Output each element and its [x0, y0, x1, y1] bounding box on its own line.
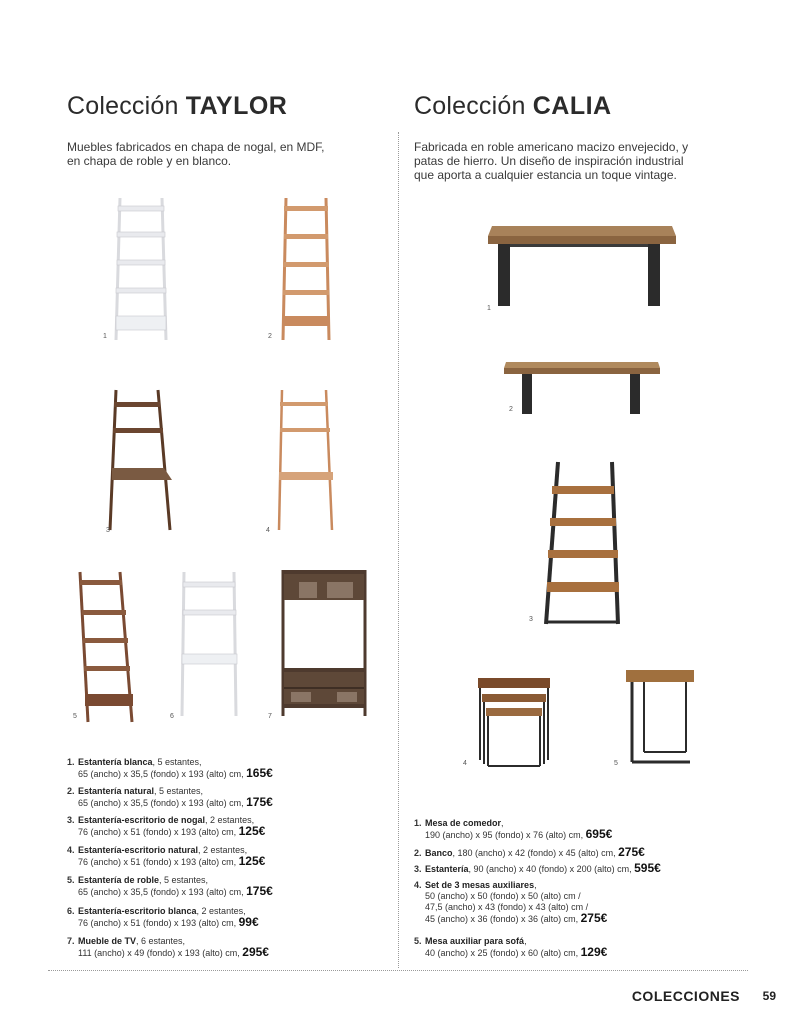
taylor-title-prefix: Colección [67, 92, 179, 120]
calia-image-number-3: 3 [529, 616, 533, 623]
footer-section-label: COLECCIONES [631, 988, 740, 1004]
walnut-desk-shelf-illustration [106, 388, 174, 532]
taylor-product-2-image [281, 196, 331, 342]
taylor-product-3-image [106, 388, 174, 532]
taylor-item-3: 3. Estantería-escritorio de nogal, 2 estantes, 76 (ancho) x 51 (fondo) x 193 (alto) cm, 125€ [67, 815, 266, 838]
taylor-product-6-image [178, 570, 240, 718]
calia-image-number-2: 2 [509, 406, 513, 413]
calia-image-number-4: 4 [463, 760, 467, 767]
natural-shelf-illustration [281, 196, 331, 342]
taylor-product-1-image [114, 196, 168, 342]
calia-image-number-1: 1 [487, 305, 491, 312]
calia-title-prefix: Colección [414, 92, 526, 120]
taylor-item-4: 4. Estantería-escritorio natural, 2 estantes, 76 (ancho) x 51 (fondo) x 193 (alto) cm, 125€ [67, 845, 266, 868]
taylor-product-7-image [281, 568, 367, 718]
calia-product-3-image [542, 460, 622, 626]
calia-product-4-image [476, 676, 552, 768]
sofa-side-table-illustration [624, 668, 696, 766]
taylor-item-1: 1. Estantería blanca, 5 estantes, 65 (ancho) x 35,5 (fondo) x 193 (alto) cm, 165€ [67, 757, 273, 780]
calia-title-name: CALIA [532, 92, 612, 120]
calia-item-5: 5. Mesa auxiliar para sofá, 40 (ancho) x 25 (fondo) x 60 (alto) cm, 129€ [414, 936, 608, 959]
oak-shelf-illustration [76, 570, 136, 724]
taylor-title-name: TAYLOR [185, 92, 288, 120]
calia-title [414, 92, 612, 121]
calia-image-number-5: 5 [614, 760, 618, 767]
white-desk-shelf-illustration [178, 570, 240, 718]
taylor-image-number-1: 1 [103, 333, 107, 340]
bench-illustration [502, 362, 662, 416]
taylor-image-number-5: 5 [73, 713, 77, 720]
taylor-image-number-4: 4 [266, 527, 270, 534]
taylor-description: Muebles fabricados en chapa de nogal, en MDF, en chapa de roble y en blanco. [67, 140, 325, 168]
page-number: 59 [762, 989, 776, 1003]
nesting-tables-illustration [476, 676, 552, 768]
calia-product-5-image [624, 668, 696, 766]
taylor-image-number-6: 6 [170, 713, 174, 720]
taylor-item-6: 6. Estantería-escritorio blanca, 2 estantes, 76 (ancho) x 51 (fondo) x 193 (alto) cm, 99€ [67, 906, 259, 929]
taylor-product-5-image [76, 570, 136, 724]
taylor-product-4-image [276, 388, 336, 532]
white-shelf-illustration [114, 196, 168, 342]
taylor-item-5: 5. Estantería de roble, 5 estantes, 65 (ancho) x 35,5 (fondo) x 193 (alto) cm, 175€ [67, 875, 273, 898]
taylor-title [67, 92, 287, 121]
tv-unit-illustration [281, 568, 367, 718]
natural-desk-shelf-illustration [276, 388, 336, 532]
iron-shelf-illustration [542, 460, 622, 626]
taylor-image-number-2: 2 [268, 333, 272, 340]
taylor-image-number-7: 7 [268, 713, 272, 720]
calia-item-2: 2. Banco, 180 (ancho) x 42 (fondo) x 45 (alto) cm, 275€ [414, 845, 645, 859]
calia-description: Fabricada en roble americano macizo envejecido, y patas de hierro. Un diseño de inspiración industrial que aporta a cualquier estancia un toque vintage. [414, 140, 689, 182]
taylor-image-number-3: 3 [106, 527, 110, 534]
calia-item-3: 3. Estantería, 90 (ancho) x 40 (fondo) x 200 (alto) cm, 595€ [414, 861, 661, 875]
calia-product-2-image [502, 362, 662, 416]
dining-table-illustration [486, 226, 678, 310]
footer-divider [48, 970, 748, 971]
calia-item-1: 1. Mesa de comedor, 190 (ancho) x 95 (fondo) x 76 (alto) cm, 695€ [414, 818, 613, 841]
taylor-item-2: 2. Estantería natural, 5 estantes, 65 (ancho) x 35,5 (fondo) x 193 (alto) cm, 175€ [67, 786, 273, 809]
calia-product-1-image [486, 226, 678, 310]
taylor-item-7: 7. Mueble de TV, 6 estantes, 111 (ancho) x 49 (fondo) x 193 (alto) cm, 295€ [67, 936, 269, 959]
calia-item-4: 4. Set de 3 mesas auxiliares, 50 (ancho) x 50 (fondo) x 50 (alto) cm / 47,5 (ancho) x 43 (fondo) x 43 (alto) cm / 45 (ancho) x 36 (fondo) x 36 (alto) cm, 275€ [414, 880, 608, 925]
column-divider [398, 132, 399, 968]
